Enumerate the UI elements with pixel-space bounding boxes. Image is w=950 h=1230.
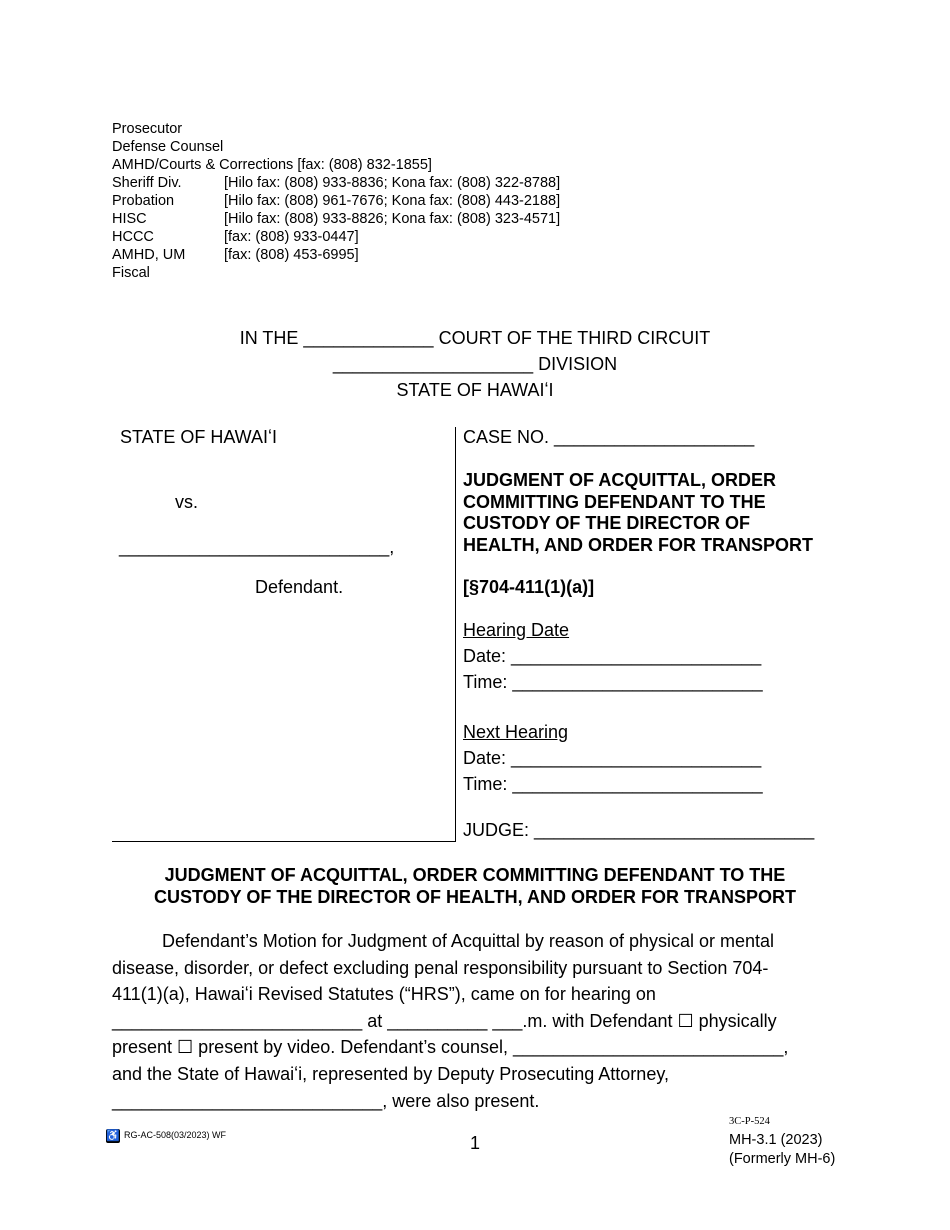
court-heading-line3: STATE OF HAWAIʻI — [396, 380, 554, 400]
distribution-label: HISC — [112, 211, 147, 227]
formerly-label: (Formerly MH-6) — [729, 1151, 836, 1167]
distribution-row — [112, 192, 560, 210]
distribution-row — [112, 210, 560, 228]
body-title — [0, 864, 950, 908]
distribution-fax: [Hilo fax: (808) 933-8836; Kona fax: (808) 322-8788] — [224, 175, 561, 191]
distribution-fax: [Hilo fax: (808) 961-7676; Kona fax: (808) 443-2188] — [224, 193, 561, 209]
distribution-label: AMHD/Courts & Corrections [fax: (808) 832-1855] — [112, 157, 432, 173]
versus-label: vs. — [175, 492, 199, 512]
caption-divider-horizontal — [112, 841, 456, 842]
caption-title-line: HEALTH, AND ORDER FOR TRANSPORT — [463, 534, 813, 555]
distribution-label: Probation — [112, 193, 175, 209]
distribution-row — [112, 120, 560, 138]
next-hearing-heading: Next Hearing — [463, 722, 569, 742]
caption-divider-vertical — [455, 427, 456, 842]
caption-title-line: CUSTODY OF THE DIRECTOR OF — [463, 513, 751, 533]
paragraph-line: _________________________ at __________ ___.m. with Defendant ☐ physically — [112, 1010, 777, 1031]
next-hearing-date-field: Date: _________________________ — [463, 748, 762, 768]
distribution-label: Fiscal — [112, 265, 150, 281]
statute-reference: [§704-411(1)(a)] — [463, 577, 595, 597]
distribution-row — [112, 228, 560, 246]
judge-field: JUDGE: ____________________________ — [463, 820, 815, 840]
court-heading-line2: ____________________ DIVISION — [332, 354, 618, 374]
paragraph-line: Defendant’s Motion for Judgment of Acquittal by reason of physical or mental — [112, 931, 775, 951]
form-code: RG-AC-508(03/2023) WF — [124, 1130, 227, 1140]
hearing-time-field: Time: _________________________ — [463, 672, 763, 692]
distribution-row — [112, 246, 560, 264]
plaintiff-name: STATE OF HAWAIʻI — [120, 427, 277, 447]
form-id: 3C-P-524 — [729, 1116, 770, 1127]
paragraph-line: and the State of Hawaiʻi, represented by Deputy Prosecuting Attorney, — [112, 1063, 669, 1084]
distribution-fax: [fax: (808) 933-0447] — [224, 229, 359, 245]
distribution-row — [112, 174, 560, 192]
distribution-row — [112, 156, 560, 174]
defendant-name-blank: ___________________________, — [119, 537, 395, 557]
defendant-label: Defendant. — [255, 577, 344, 597]
case-number: CASE NO. ____________________ — [463, 427, 755, 447]
caption-title-line: COMMITTING DEFENDANT TO THE — [463, 491, 766, 512]
body-paragraph — [112, 928, 832, 1114]
body-title-line: JUDGMENT OF ACQUITTAL, ORDER COMMITTING DEFENDANT TO THE — [164, 865, 786, 885]
caption-title-line: JUDGMENT OF ACQUITTAL, ORDER — [463, 470, 776, 490]
paragraph-line: 411(1)(a), Hawaiʻi Revised Statutes (“HRS”), came on for hearing on — [112, 984, 656, 1005]
hearing-date-field: Date: _________________________ — [463, 646, 762, 666]
distribution-label: HCCC — [112, 229, 154, 245]
accessibility-icon: ♿ — [106, 1130, 120, 1142]
distribution-fax: [fax: (808) 453-6995] — [224, 247, 359, 263]
distribution-row — [112, 264, 560, 282]
distribution-list — [112, 120, 560, 282]
paragraph-line: present ☐ present by video. Defendant’s counsel, ___________________________, — [112, 1037, 789, 1058]
distribution-fax: [Hilo fax: (808) 933-8826; Kona fax: (808) 323-4571] — [224, 211, 561, 227]
body-title-line: CUSTODY OF THE DIRECTOR OF HEALTH, AND ORDER FOR TRANSPORT — [153, 887, 796, 907]
distribution-label: AMHD, UM — [112, 247, 186, 263]
paragraph-line: ___________________________, were also present. — [112, 1090, 540, 1111]
hearing-date-heading: Hearing Date — [463, 620, 570, 640]
court-heading-line1: IN THE _____________ COURT OF THE THIRD CIRCUIT — [239, 328, 711, 348]
distribution-label: Defense Counsel — [112, 139, 224, 155]
caption-document-title — [463, 470, 843, 556]
distribution-label: Prosecutor — [112, 121, 183, 137]
distribution-label: Sheriff Div. — [112, 175, 182, 191]
distribution-row — [112, 138, 560, 156]
page-number: 1 — [470, 1133, 481, 1153]
form-number: MH-3.1 (2023) — [729, 1132, 823, 1148]
paragraph-line: disease, disorder, or defect excluding penal responsibility pursuant to Section 704- — [112, 957, 769, 978]
next-hearing-time-field: Time: _________________________ — [463, 774, 763, 794]
